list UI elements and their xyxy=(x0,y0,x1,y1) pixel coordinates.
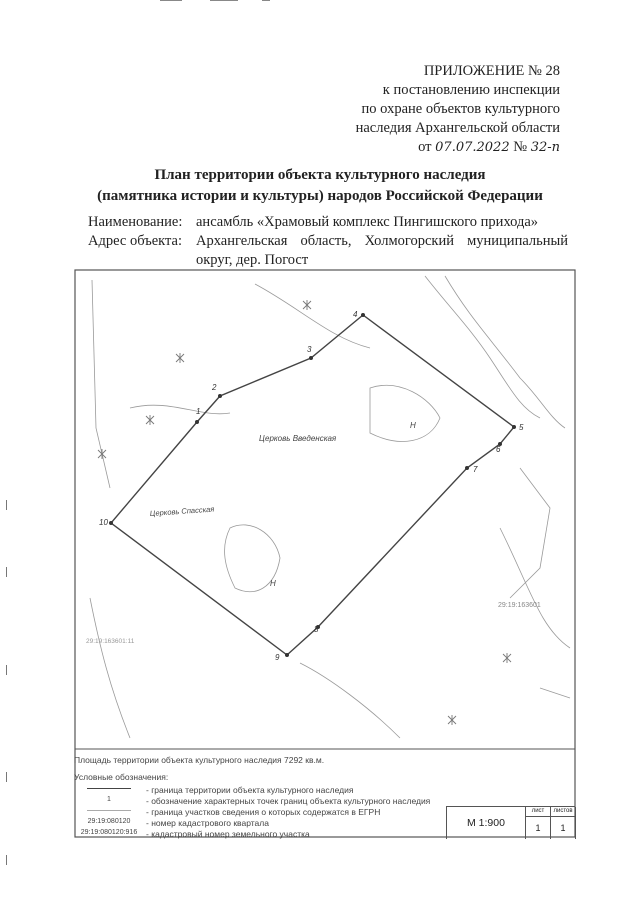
name-row xyxy=(88,213,568,232)
sheet-label: лист xyxy=(526,807,550,817)
cadastral-parcel-label: 29:19:163601:11 xyxy=(86,638,135,645)
scan-mark xyxy=(6,855,7,865)
tree-icon xyxy=(98,449,106,459)
parcel-line xyxy=(425,276,540,418)
tree-icon xyxy=(146,415,154,425)
legend-symbol xyxy=(74,807,144,814)
area-text: Площадь территории объекта культурного наследия 7292 кв.м. xyxy=(74,755,325,765)
point-label: 5 xyxy=(519,423,524,432)
point-label: 1 xyxy=(196,407,201,416)
parcel-line xyxy=(445,276,565,428)
legend-text: - граница участков сведения о которых содержатся в ЕГРН xyxy=(146,807,381,817)
tree-icon xyxy=(503,653,511,663)
parcel-line xyxy=(92,280,110,488)
sheets-label: листов xyxy=(551,807,575,817)
territory-boundary xyxy=(111,315,514,655)
object-info xyxy=(88,213,568,270)
legend-text: - номер кадастрового квартала xyxy=(146,818,269,828)
title-line: План территории объекта культурного наследия xyxy=(154,167,486,183)
legend-symbol: 29:19:080120:916 xyxy=(80,829,138,836)
appendix-line: к постановлению инспекции xyxy=(382,82,560,98)
date-prefix: от xyxy=(418,139,432,155)
address-label: Адрес объекта: xyxy=(88,233,182,249)
parcel-line xyxy=(500,528,570,648)
point-label: 8 xyxy=(314,625,319,634)
scan-mark xyxy=(160,0,182,1)
parcel-line xyxy=(130,405,230,414)
point-label: 4 xyxy=(353,310,358,319)
number-prefix: № xyxy=(513,139,528,155)
scale-cell: М 1:900 xyxy=(447,807,526,839)
legend-item xyxy=(74,796,454,806)
map-frame xyxy=(75,270,575,837)
sheets-cell xyxy=(551,807,576,839)
appendix-line: по охране объектов культурного xyxy=(361,101,560,117)
sheets-value: 1 xyxy=(560,823,566,833)
boundary-point xyxy=(512,425,516,429)
boundary-points xyxy=(109,313,516,657)
parcel-line xyxy=(510,468,550,598)
point-labels xyxy=(99,310,524,662)
tree-icon xyxy=(448,715,456,725)
appendix-line: наследия Архангельской области xyxy=(355,120,560,136)
name-value: ансамбль «Храмовый комплекс Пингишского прихода» xyxy=(196,214,539,230)
boundary-point xyxy=(285,653,289,657)
legend-text: - обозначение характерных точек границ объекта культурного наследия xyxy=(146,796,431,806)
point-label: 9 xyxy=(275,653,280,662)
sheet-value: 1 xyxy=(535,823,541,833)
scan-mark xyxy=(262,0,270,1)
legend-text: - кадастровый номер земельного участка xyxy=(146,829,310,839)
building-mark: Н xyxy=(410,421,416,430)
map-annotations xyxy=(86,421,541,645)
building-mark: Н xyxy=(270,579,276,588)
church-outline xyxy=(370,385,440,441)
legend-item xyxy=(74,807,454,817)
legend-symbol: 1 xyxy=(107,796,111,803)
legend-symbol: 29:19:080120 xyxy=(87,818,131,825)
document-title xyxy=(40,165,600,207)
number-value: 32-п xyxy=(530,140,560,155)
cadastral-quarter-label: 29:19:163601 xyxy=(498,602,541,609)
tree-icon xyxy=(176,353,184,363)
tree-icon xyxy=(303,300,311,310)
title-block-stamp xyxy=(446,806,575,839)
appendix-header xyxy=(300,62,560,157)
church-vvedenskaya-label: Церковь Введенская xyxy=(259,434,337,443)
boundary-point xyxy=(309,356,313,360)
appendix-date-line xyxy=(300,138,560,157)
address-row xyxy=(88,232,568,270)
point-label: 3 xyxy=(307,345,312,354)
legend-item xyxy=(74,785,454,795)
legend-item xyxy=(74,818,454,828)
point-label: 7 xyxy=(473,465,478,474)
sheet-cell xyxy=(526,807,551,839)
parcel-line xyxy=(540,688,570,698)
name-label: Наименование: xyxy=(88,214,183,230)
parcel-line xyxy=(90,598,130,738)
scan-mark xyxy=(6,567,7,577)
legend-item xyxy=(74,829,454,839)
scan-mark xyxy=(210,0,238,1)
parcel-line xyxy=(300,663,400,738)
title-line: (памятника истории и культуры) народов Российской Федерации xyxy=(97,188,543,204)
point-label: 2 xyxy=(212,383,217,392)
date-value: 07.07.2022 xyxy=(435,140,510,155)
legend-title: Условные обозначения: xyxy=(74,772,169,782)
boundary-point xyxy=(465,466,469,470)
boundary-point xyxy=(109,521,113,525)
legend-text: - граница территории объекта культурного наследия xyxy=(146,785,354,795)
boundary-point xyxy=(361,313,365,317)
point-label: 10 xyxy=(99,518,108,527)
boundary-point xyxy=(195,420,199,424)
scan-mark xyxy=(6,665,7,675)
scan-mark xyxy=(6,772,7,782)
address-value: Архангельская область, Холмогорский муниципальный округ, дер. Погост xyxy=(196,233,568,268)
legend-symbol xyxy=(74,785,144,792)
boundary-point xyxy=(218,394,222,398)
point-label: 6 xyxy=(496,445,501,454)
scan-mark xyxy=(6,500,7,510)
parcel-boundaries xyxy=(90,276,570,738)
church-spasskaya-label: Церковь Спасская xyxy=(149,504,215,518)
appendix-number: ПРИЛОЖЕНИЕ № 28 xyxy=(423,63,560,79)
